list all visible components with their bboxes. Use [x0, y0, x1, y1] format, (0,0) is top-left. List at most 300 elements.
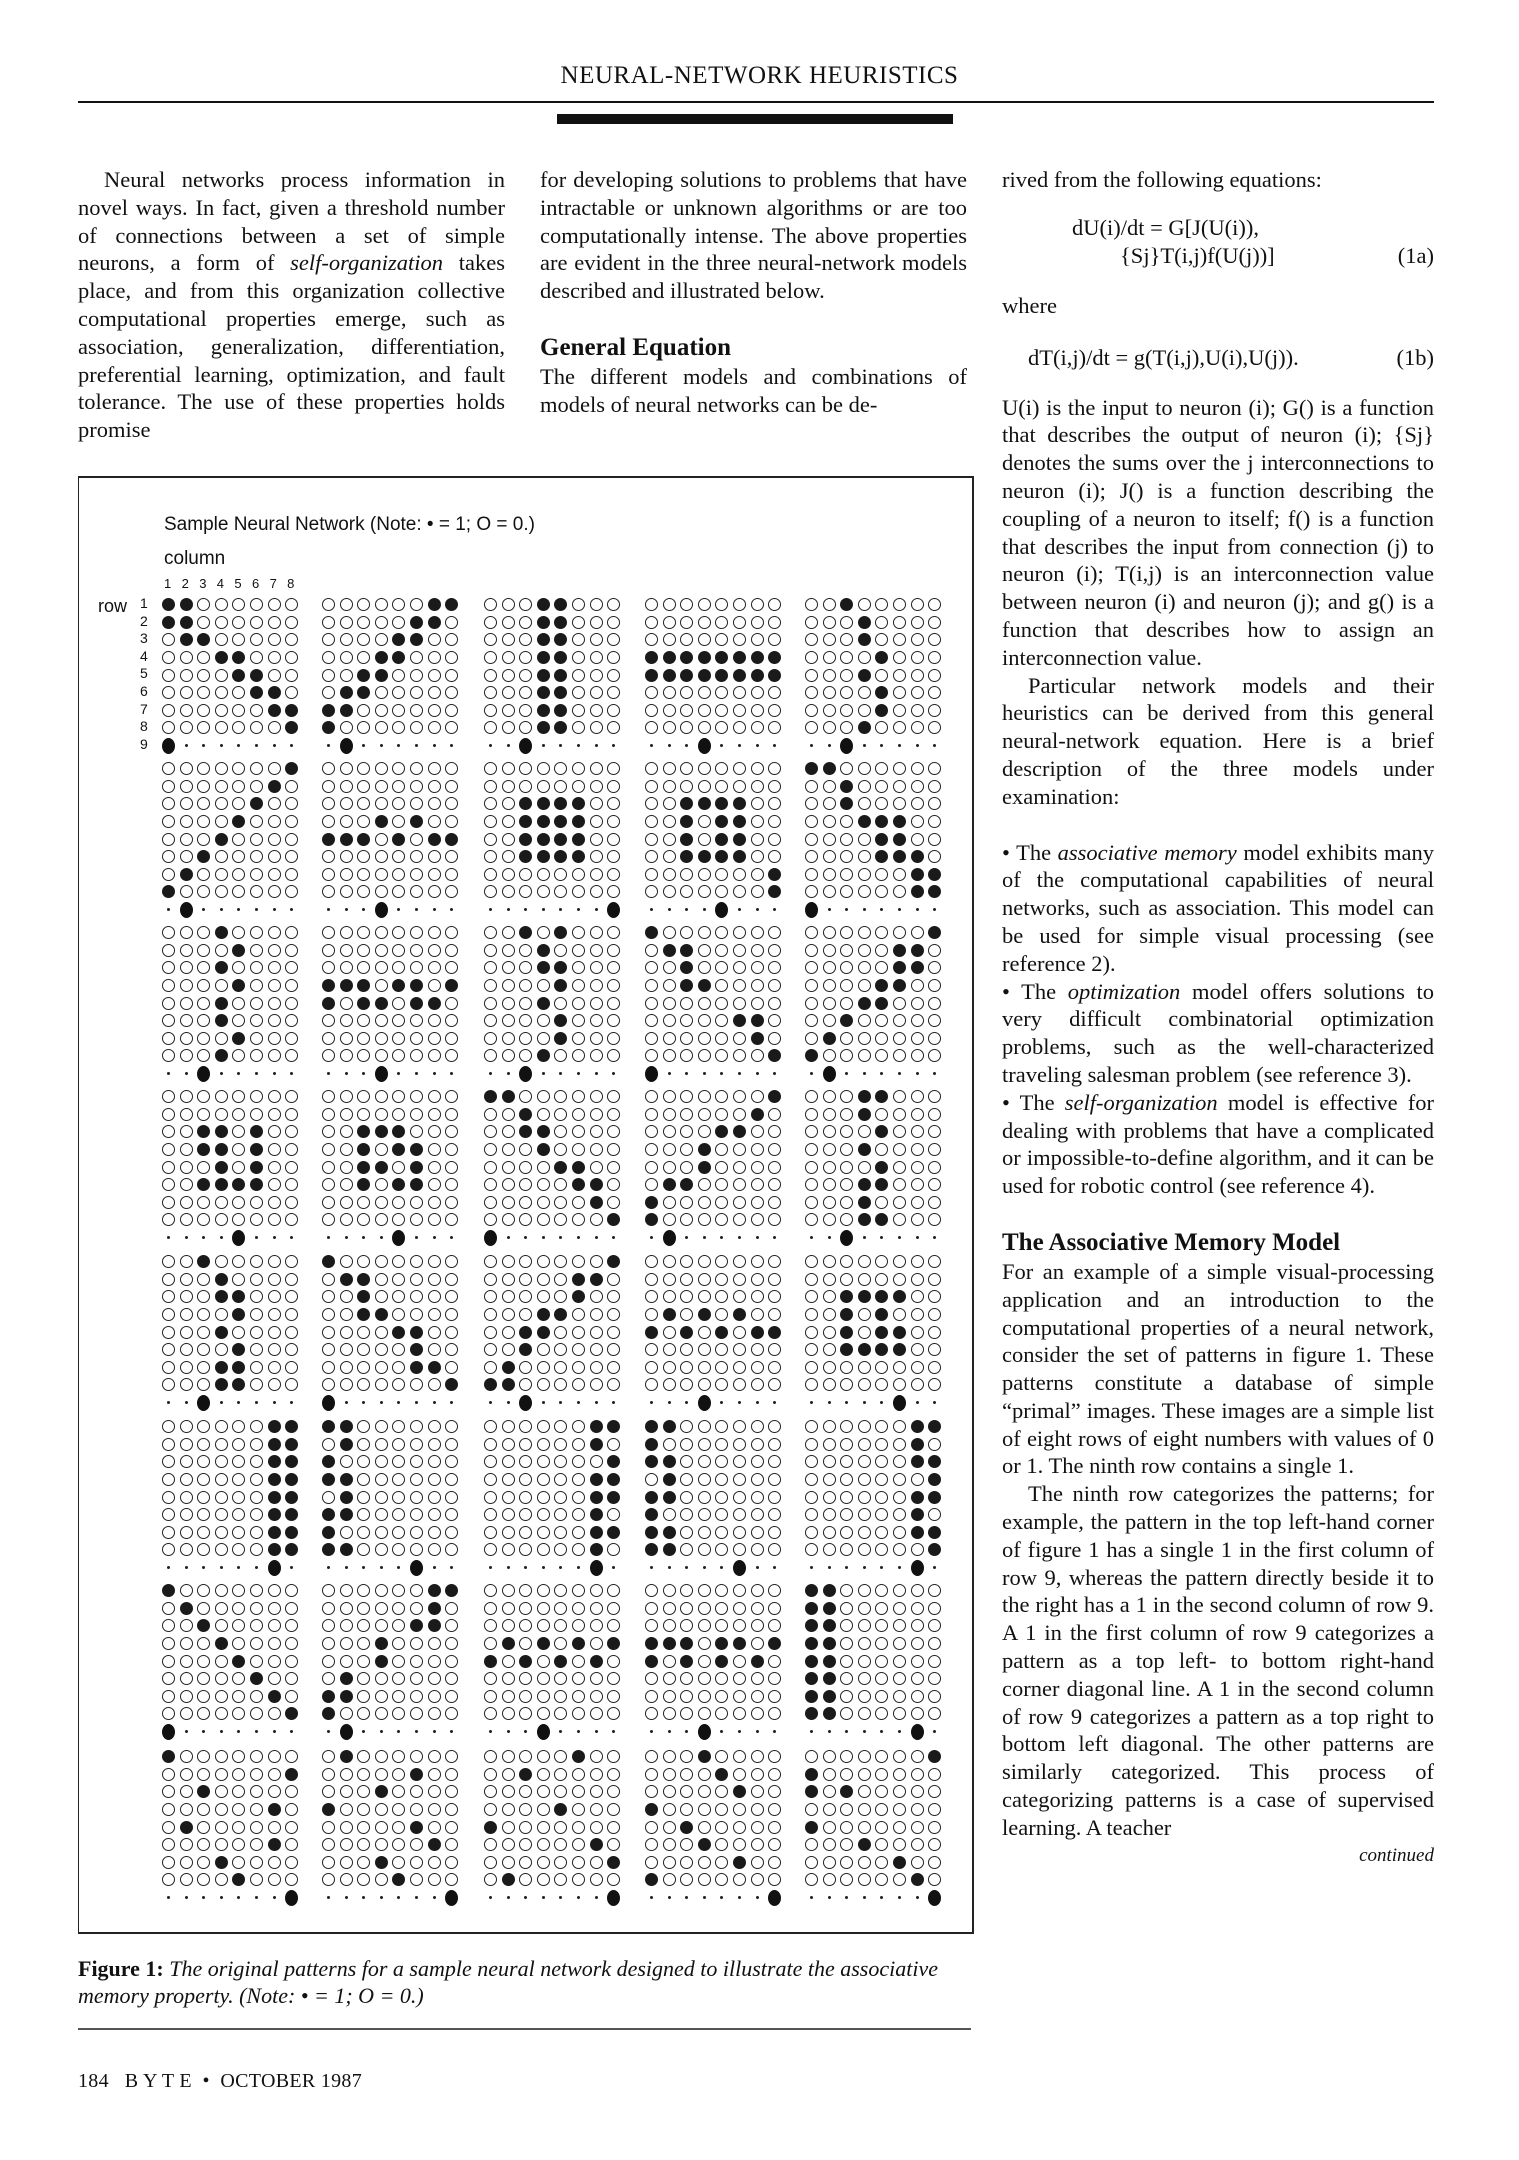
empty-circle-icon: [428, 633, 441, 646]
empty-circle-icon: [590, 1213, 603, 1226]
filled-dot-icon: [680, 1326, 693, 1339]
filled-dot-icon: [875, 1161, 888, 1174]
pattern-row: [162, 1748, 304, 1766]
empty-circle-icon: [680, 1161, 693, 1174]
empty-circle-icon: [733, 1255, 746, 1268]
empty-circle-icon: [607, 1821, 620, 1834]
empty-circle-icon: [663, 686, 676, 699]
empty-circle-icon: [680, 1619, 693, 1632]
pattern-row: [322, 1418, 464, 1436]
pattern-row: [162, 1323, 304, 1341]
empty-circle-icon: [180, 1491, 193, 1504]
empty-circle-icon: [607, 1196, 620, 1209]
empty-circle-icon: [893, 686, 906, 699]
empty-circle-icon: [162, 669, 175, 682]
empty-circle-icon: [572, 686, 585, 699]
pattern-row: [645, 1688, 787, 1706]
placeholder-dot-icon: [180, 1896, 193, 1899]
empty-circle-icon: [875, 1707, 888, 1720]
placeholder-dot-icon: [663, 1566, 676, 1569]
column-number: 2: [181, 576, 189, 591]
empty-circle-icon: [572, 1125, 585, 1138]
empty-circle-icon: [572, 1032, 585, 1045]
placeholder-dot-icon: [428, 1896, 441, 1899]
empty-circle-icon: [268, 762, 281, 775]
pattern-row: [484, 684, 626, 702]
empty-circle-icon: [768, 1584, 781, 1597]
empty-circle-icon: [357, 1750, 370, 1763]
empty-circle-icon: [285, 669, 298, 682]
empty-circle-icon: [357, 1655, 370, 1668]
empty-circle-icon: [823, 1803, 836, 1816]
empty-circle-icon: [805, 1361, 818, 1374]
placeholder-dot-icon: [858, 908, 871, 911]
pattern-row: [484, 666, 626, 684]
empty-circle-icon: [322, 1049, 335, 1062]
filled-dot-icon: [733, 1785, 746, 1798]
pattern-row: [805, 959, 947, 977]
category-row: [805, 1559, 947, 1577]
placeholder-dot-icon: [519, 1896, 532, 1899]
placeholder-dot-icon: [911, 744, 924, 747]
filled-dot-icon: [410, 616, 423, 629]
empty-circle-icon: [805, 1290, 818, 1303]
empty-circle-icon: [663, 1672, 676, 1685]
empty-circle-icon: [232, 616, 245, 629]
pattern-row: [162, 1012, 304, 1030]
empty-circle-icon: [392, 1655, 405, 1668]
empty-circle-icon: [572, 1690, 585, 1703]
filled-dot-icon: [698, 1838, 711, 1851]
empty-circle-icon: [554, 1768, 567, 1781]
empty-circle-icon: [607, 1838, 620, 1851]
empty-circle-icon: [823, 1308, 836, 1321]
pattern-row: [162, 649, 304, 667]
pattern-row: [805, 1176, 947, 1194]
empty-circle-icon: [232, 1213, 245, 1226]
empty-circle-icon: [607, 1014, 620, 1027]
pattern-row: [162, 1783, 304, 1801]
empty-circle-icon: [607, 704, 620, 717]
filled-dot-icon: [645, 1508, 658, 1521]
empty-circle-icon: [537, 1785, 550, 1798]
filled-dot-icon: [554, 850, 567, 863]
empty-circle-icon: [911, 669, 924, 682]
empty-circle-icon: [733, 1768, 746, 1781]
empty-circle-icon: [375, 944, 388, 957]
empty-circle-icon: [519, 1508, 532, 1521]
empty-circle-icon: [751, 1637, 764, 1650]
empty-circle-icon: [285, 780, 298, 793]
column-number: 5: [234, 576, 242, 591]
filled-dot-icon: [733, 1637, 746, 1650]
empty-circle-icon: [823, 1785, 836, 1798]
empty-circle-icon: [715, 1543, 728, 1556]
empty-circle-icon: [375, 1108, 388, 1121]
empty-circle-icon: [768, 1438, 781, 1451]
empty-circle-icon: [645, 961, 658, 974]
pattern-row: [484, 959, 626, 977]
empty-circle-icon: [823, 815, 836, 828]
filled-dot-icon: [410, 1343, 423, 1356]
empty-circle-icon: [911, 1255, 924, 1268]
empty-circle-icon: [663, 1655, 676, 1668]
empty-circle-icon: [232, 1856, 245, 1869]
empty-circle-icon: [375, 686, 388, 699]
empty-circle-icon: [645, 1750, 658, 1763]
empty-circle-icon: [768, 1526, 781, 1539]
placeholder-dot-icon: [250, 1896, 263, 1899]
pattern-row: [162, 1418, 304, 1436]
filled-dot-icon: [928, 1473, 941, 1486]
empty-circle-icon: [875, 1255, 888, 1268]
placeholder-dot-icon: [268, 1896, 281, 1899]
pattern-4: [645, 596, 787, 755]
filled-dot-icon: [875, 1090, 888, 1103]
empty-circle-icon: [715, 1707, 728, 1720]
empty-circle-icon: [215, 1420, 228, 1433]
pattern-row: [322, 1705, 464, 1723]
pattern-row: [645, 1012, 787, 1030]
empty-circle-icon: [197, 1584, 210, 1597]
empty-circle-icon: [375, 868, 388, 881]
empty-circle-icon: [554, 1090, 567, 1103]
empty-circle-icon: [590, 1584, 603, 1597]
empty-circle-icon: [519, 1014, 532, 1027]
empty-circle-icon: [232, 1161, 245, 1174]
empty-circle-icon: [180, 1143, 193, 1156]
pattern-row: [484, 649, 626, 667]
placeholder-dot-icon: [232, 1401, 245, 1404]
empty-circle-icon: [590, 1690, 603, 1703]
empty-circle-icon: [698, 1049, 711, 1062]
placeholder-dot-icon: [645, 1730, 658, 1733]
empty-circle-icon: [607, 669, 620, 682]
empty-circle-icon: [858, 833, 871, 846]
empty-circle-icon: [162, 1014, 175, 1027]
filled-dot-icon: [875, 1343, 888, 1356]
pattern-38: [484, 1748, 626, 1907]
empty-circle-icon: [340, 1143, 353, 1156]
empty-circle-icon: [733, 1455, 746, 1468]
empty-circle-icon: [928, 1125, 941, 1138]
empty-circle-icon: [162, 833, 175, 846]
empty-circle-icon: [875, 1768, 888, 1781]
empty-circle-icon: [590, 997, 603, 1010]
filled-dot-icon: [645, 1873, 658, 1886]
empty-circle-icon: [215, 815, 228, 828]
empty-circle-icon: [698, 1326, 711, 1339]
empty-circle-icon: [340, 651, 353, 664]
pattern-row: [645, 1088, 787, 1106]
empty-circle-icon: [663, 1750, 676, 1763]
empty-circle-icon: [768, 1655, 781, 1668]
placeholder-dot-icon: [537, 744, 550, 747]
filled-dot-icon: [375, 669, 388, 682]
empty-circle-icon: [607, 1178, 620, 1191]
empty-circle-icon: [733, 926, 746, 939]
filled-dot-icon: [645, 651, 658, 664]
placeholder-dot-icon: [572, 744, 585, 747]
pattern-row: [322, 1617, 464, 1635]
empty-circle-icon: [445, 1014, 458, 1027]
empty-circle-icon: [180, 1014, 193, 1027]
pattern-row: [322, 666, 464, 684]
empty-circle-icon: [322, 686, 335, 699]
equation-number: (1a): [1397, 242, 1434, 268]
empty-circle-icon: [607, 1619, 620, 1632]
empty-circle-icon: [537, 780, 550, 793]
empty-circle-icon: [410, 1750, 423, 1763]
filled-dot-icon: [680, 833, 693, 846]
empty-circle-icon: [680, 1526, 693, 1539]
empty-circle-icon: [893, 797, 906, 810]
pattern-9: [645, 760, 787, 919]
empty-circle-icon: [250, 1213, 263, 1226]
filled-dot-icon: [340, 1543, 353, 1556]
empty-circle-icon: [928, 815, 941, 828]
filled-dot-icon: [215, 1326, 228, 1339]
empty-circle-icon: [250, 780, 263, 793]
empty-circle-icon: [428, 1637, 441, 1650]
placeholder-dot-icon: [928, 1730, 941, 1733]
empty-circle-icon: [911, 721, 924, 734]
empty-circle-icon: [215, 1032, 228, 1045]
pattern-row: [645, 1801, 787, 1819]
empty-circle-icon: [590, 1602, 603, 1615]
filled-dot-icon: [823, 1032, 836, 1045]
placeholder-dot-icon: [911, 1401, 924, 1404]
empty-circle-icon: [322, 1438, 335, 1451]
filled-dot-icon: [180, 598, 193, 611]
empty-circle-icon: [537, 1856, 550, 1869]
empty-circle-icon: [645, 598, 658, 611]
empty-circle-icon: [590, 1014, 603, 1027]
placeholder-dot-icon: [357, 1401, 370, 1404]
column-axis-label: column: [164, 548, 226, 569]
empty-circle-icon: [502, 1213, 515, 1226]
category-marker-icon: [928, 1890, 941, 1906]
empty-circle-icon: [232, 1108, 245, 1121]
empty-circle-icon: [823, 1455, 836, 1468]
empty-circle-icon: [840, 944, 853, 957]
empty-circle-icon: [502, 997, 515, 1010]
empty-circle-icon: [232, 633, 245, 646]
empty-circle-icon: [322, 1602, 335, 1615]
filled-dot-icon: [590, 1473, 603, 1486]
empty-circle-icon: [392, 1821, 405, 1834]
placeholder-dot-icon: [250, 1401, 263, 1404]
category-row: [322, 737, 464, 755]
empty-circle-icon: [180, 1108, 193, 1121]
empty-circle-icon: [322, 1361, 335, 1374]
empty-circle-icon: [162, 815, 175, 828]
empty-circle-icon: [911, 1750, 924, 1763]
empty-circle-icon: [519, 669, 532, 682]
empty-circle-icon: [445, 868, 458, 881]
placeholder-dot-icon: [445, 908, 458, 911]
pattern-row: [645, 883, 787, 901]
empty-circle-icon: [285, 686, 298, 699]
empty-circle-icon: [502, 780, 515, 793]
filled-dot-icon: [215, 1378, 228, 1391]
placeholder-dot-icon: [428, 908, 441, 911]
filled-dot-icon: [751, 1655, 764, 1668]
empty-circle-icon: [928, 780, 941, 793]
empty-circle-icon: [445, 1803, 458, 1816]
empty-circle-icon: [733, 1690, 746, 1703]
placeholder-dot-icon: [250, 908, 263, 911]
empty-circle-icon: [322, 651, 335, 664]
empty-circle-icon: [875, 797, 888, 810]
empty-circle-icon: [519, 997, 532, 1010]
empty-circle-icon: [823, 721, 836, 734]
empty-circle-icon: [519, 1255, 532, 1268]
row-number: 2: [140, 612, 148, 629]
empty-circle-icon: [680, 1803, 693, 1816]
empty-circle-icon: [698, 1032, 711, 1045]
empty-circle-icon: [410, 1255, 423, 1268]
empty-circle-icon: [375, 1326, 388, 1339]
filled-dot-icon: [268, 686, 281, 699]
empty-circle-icon: [537, 1438, 550, 1451]
pattern-row: [484, 1288, 626, 1306]
pattern-5: [805, 596, 947, 755]
empty-circle-icon: [698, 1455, 711, 1468]
empty-circle-icon: [519, 1178, 532, 1191]
empty-circle-icon: [572, 979, 585, 992]
empty-circle-icon: [715, 721, 728, 734]
empty-circle-icon: [823, 944, 836, 957]
placeholder-dot-icon: [197, 1730, 210, 1733]
empty-circle-icon: [928, 721, 941, 734]
empty-circle-icon: [232, 926, 245, 939]
empty-circle-icon: [805, 721, 818, 734]
filled-dot-icon: [840, 1785, 853, 1798]
empty-circle-icon: [928, 1637, 941, 1650]
empty-circle-icon: [357, 850, 370, 863]
filled-dot-icon: [733, 651, 746, 664]
empty-circle-icon: [484, 1255, 497, 1268]
empty-circle-icon: [519, 1290, 532, 1303]
empty-circle-icon: [715, 961, 728, 974]
pattern-row: [322, 719, 464, 737]
empty-circle-icon: [340, 1838, 353, 1851]
empty-circle-icon: [285, 1584, 298, 1597]
empty-circle-icon: [823, 1821, 836, 1834]
empty-circle-icon: [232, 1750, 245, 1763]
empty-circle-icon: [375, 1455, 388, 1468]
empty-circle-icon: [445, 1161, 458, 1174]
empty-circle-icon: [768, 721, 781, 734]
category-marker-icon: [840, 1230, 853, 1246]
filled-dot-icon: [858, 616, 871, 629]
empty-circle-icon: [410, 1438, 423, 1451]
empty-circle-icon: [428, 721, 441, 734]
empty-circle-icon: [751, 1455, 764, 1468]
empty-circle-icon: [875, 885, 888, 898]
placeholder-dot-icon: [197, 1566, 210, 1569]
filled-dot-icon: [768, 885, 781, 898]
empty-circle-icon: [375, 797, 388, 810]
empty-circle-icon: [680, 1838, 693, 1851]
empty-circle-icon: [340, 868, 353, 881]
filled-dot-icon: [357, 997, 370, 1010]
pattern-row: [484, 1818, 626, 1836]
empty-circle-icon: [519, 1637, 532, 1650]
empty-circle-icon: [484, 885, 497, 898]
filled-dot-icon: [823, 1655, 836, 1668]
empty-circle-icon: [768, 762, 781, 775]
empty-circle-icon: [572, 1508, 585, 1521]
empty-circle-icon: [554, 1361, 567, 1374]
empty-circle-icon: [715, 1602, 728, 1615]
empty-circle-icon: [751, 850, 764, 863]
filled-dot-icon: [554, 1014, 567, 1027]
empty-circle-icon: [502, 704, 515, 717]
empty-circle-icon: [572, 1014, 585, 1027]
pattern-row: [322, 702, 464, 720]
empty-circle-icon: [572, 1378, 585, 1391]
placeholder-dot-icon: [410, 744, 423, 747]
empty-circle-icon: [392, 997, 405, 1010]
empty-circle-icon: [484, 850, 497, 863]
filled-dot-icon: [519, 815, 532, 828]
empty-circle-icon: [428, 1803, 441, 1816]
pattern-row: [645, 1376, 787, 1394]
empty-circle-icon: [322, 1838, 335, 1851]
empty-circle-icon: [392, 1378, 405, 1391]
empty-circle-icon: [928, 651, 941, 664]
empty-circle-icon: [680, 1672, 693, 1685]
filled-dot-icon: [375, 1308, 388, 1321]
pattern-row: [645, 1271, 787, 1289]
placeholder-dot-icon: [911, 1236, 924, 1239]
empty-circle-icon: [340, 1308, 353, 1321]
empty-circle-icon: [715, 997, 728, 1010]
empty-circle-icon: [322, 1090, 335, 1103]
filled-dot-icon: [502, 1873, 515, 1886]
pattern-23: [484, 1253, 626, 1412]
filled-dot-icon: [893, 815, 906, 828]
empty-circle-icon: [663, 979, 676, 992]
empty-circle-icon: [840, 997, 853, 1010]
placeholder-dot-icon: [392, 908, 405, 911]
empty-circle-icon: [554, 1290, 567, 1303]
empty-circle-icon: [928, 1785, 941, 1798]
empty-circle-icon: [197, 1438, 210, 1451]
empty-circle-icon: [410, 669, 423, 682]
empty-circle-icon: [322, 1637, 335, 1650]
empty-circle-icon: [751, 1143, 764, 1156]
filled-dot-icon: [554, 1032, 567, 1045]
filled-dot-icon: [322, 1420, 335, 1433]
empty-circle-icon: [911, 1032, 924, 1045]
empty-circle-icon: [768, 598, 781, 611]
pattern-row: [162, 1488, 304, 1506]
pattern-28: [484, 1418, 626, 1577]
empty-circle-icon: [250, 868, 263, 881]
placeholder-dot-icon: [893, 1236, 906, 1239]
empty-circle-icon: [928, 797, 941, 810]
filled-dot-icon: [607, 1420, 620, 1433]
empty-circle-icon: [519, 1803, 532, 1816]
empty-circle-icon: [840, 762, 853, 775]
empty-circle-icon: [572, 926, 585, 939]
empty-circle-icon: [768, 979, 781, 992]
empty-circle-icon: [698, 1438, 711, 1451]
empty-circle-icon: [537, 1491, 550, 1504]
